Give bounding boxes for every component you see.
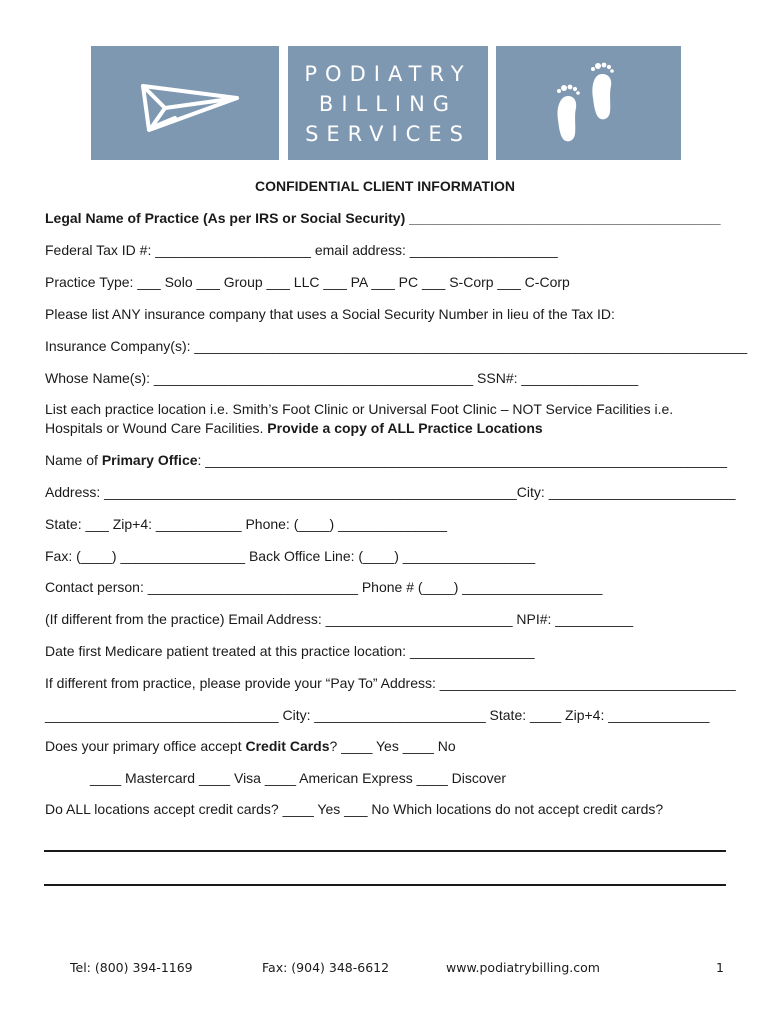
pay-to-city-state-zip-line[interactable]: ______________________________ City: ______________________ State: ____ Zip+4: _____________: [45, 707, 710, 723]
state-zip-phone-line[interactable]: State: ___ Zip+4: ___________ Phone: (____) ______________: [45, 516, 448, 532]
footer-website: www.podiatrybilling.com: [446, 960, 600, 975]
primary-office-line[interactable]: [45, 452, 727, 468]
footer-tel: Tel: (800) 394-1169: [70, 960, 193, 975]
logo-line-1: PODIATRY: [304, 62, 472, 86]
fax-back-office-line[interactable]: Fax: (____) ________________ Back Office Line: (____) _________________: [45, 548, 536, 564]
footer-fax: Fax: (904) 348-6612: [262, 960, 390, 975]
medicare-date-line[interactable]: Date first Medicare patient treated at this practice location: ________________: [45, 643, 535, 659]
paper-plane-icon: [91, 46, 279, 160]
whose-names-ssn-line[interactable]: Whose Name(s): _________________________________________ SSN#: _______________: [45, 370, 639, 386]
pay-to-address-line[interactable]: If different from practice, please provide your “Pay To” Address: ______________________________________: [45, 675, 736, 691]
credit-cards-options[interactable]: ? ____ Yes ____ No: [329, 738, 456, 754]
locations-note-line-2: [45, 420, 543, 436]
answer-rule-2[interactable]: [44, 884, 726, 886]
primary-office-bold: Primary Office: [101, 452, 198, 468]
card-types-line[interactable]: ____ Mastercard ____ Visa ____ American Express ____ Discover: [90, 770, 507, 786]
credit-cards-prefix: Does your primary office accept: [45, 738, 246, 754]
footprints-icon: [496, 46, 681, 160]
locations-note-text: Hospitals or Wound Care Facilities.: [45, 420, 268, 436]
all-locations-credit-line[interactable]: Do ALL locations accept credit cards? ____ Yes ___ No Which locations do not accept credit cards?: [45, 801, 664, 817]
address-city-line[interactable]: Address: _____________________________________________________City: ________________________: [45, 484, 736, 500]
tax-id-email-line[interactable]: Federal Tax ID #: ____________________ email address: ___________________: [45, 242, 558, 258]
logo-line-2: BILLING: [318, 92, 458, 116]
logo-left-panel: [91, 46, 279, 160]
locations-note-line-1: List each practice location i.e. Smith’s Foot Clinic or Universal Foot Clinic – NOT Service Facilities i.e.: [45, 401, 674, 417]
credit-cards-line[interactable]: [45, 738, 456, 754]
answer-rule-1[interactable]: [44, 850, 726, 852]
primary-office-blank[interactable]: : ___________________________________________________________________: [197, 452, 727, 468]
legal-name-line[interactable]: Legal Name of Practice (As per IRS or Social Security) ________________________________________: [45, 210, 721, 226]
email-npi-line[interactable]: (If different from the practice) Email Address: ________________________ NPI#: __________: [45, 611, 634, 627]
logo-text-panel: [288, 46, 488, 160]
form-title: CONFIDENTIAL CLIENT INFORMATION: [254, 178, 516, 194]
page-number: 1: [716, 960, 724, 975]
primary-office-prefix: Name of: [45, 452, 102, 468]
contact-person-line[interactable]: Contact person: ___________________________ Phone # (____) __________________: [45, 579, 603, 595]
logo-right-panel: [496, 46, 681, 160]
practice-type-line[interactable]: Practice Type: ___ Solo ___ Group ___ LLC ___ PA ___ PC ___ S-Corp ___ C-Corp: [45, 274, 570, 290]
insurance-company-line[interactable]: Insurance Company(s): _______________________________________________________________________: [45, 338, 748, 354]
credit-cards-bold: Credit Cards: [245, 738, 330, 754]
logo-line-3: SERVICES: [305, 122, 471, 146]
locations-note-bold: Provide a copy of ALL Practice Locations: [267, 420, 543, 436]
ssn-insurance-note: Please list ANY insurance company that uses a Social Security Number in lieu of the Tax ID:: [45, 306, 615, 322]
